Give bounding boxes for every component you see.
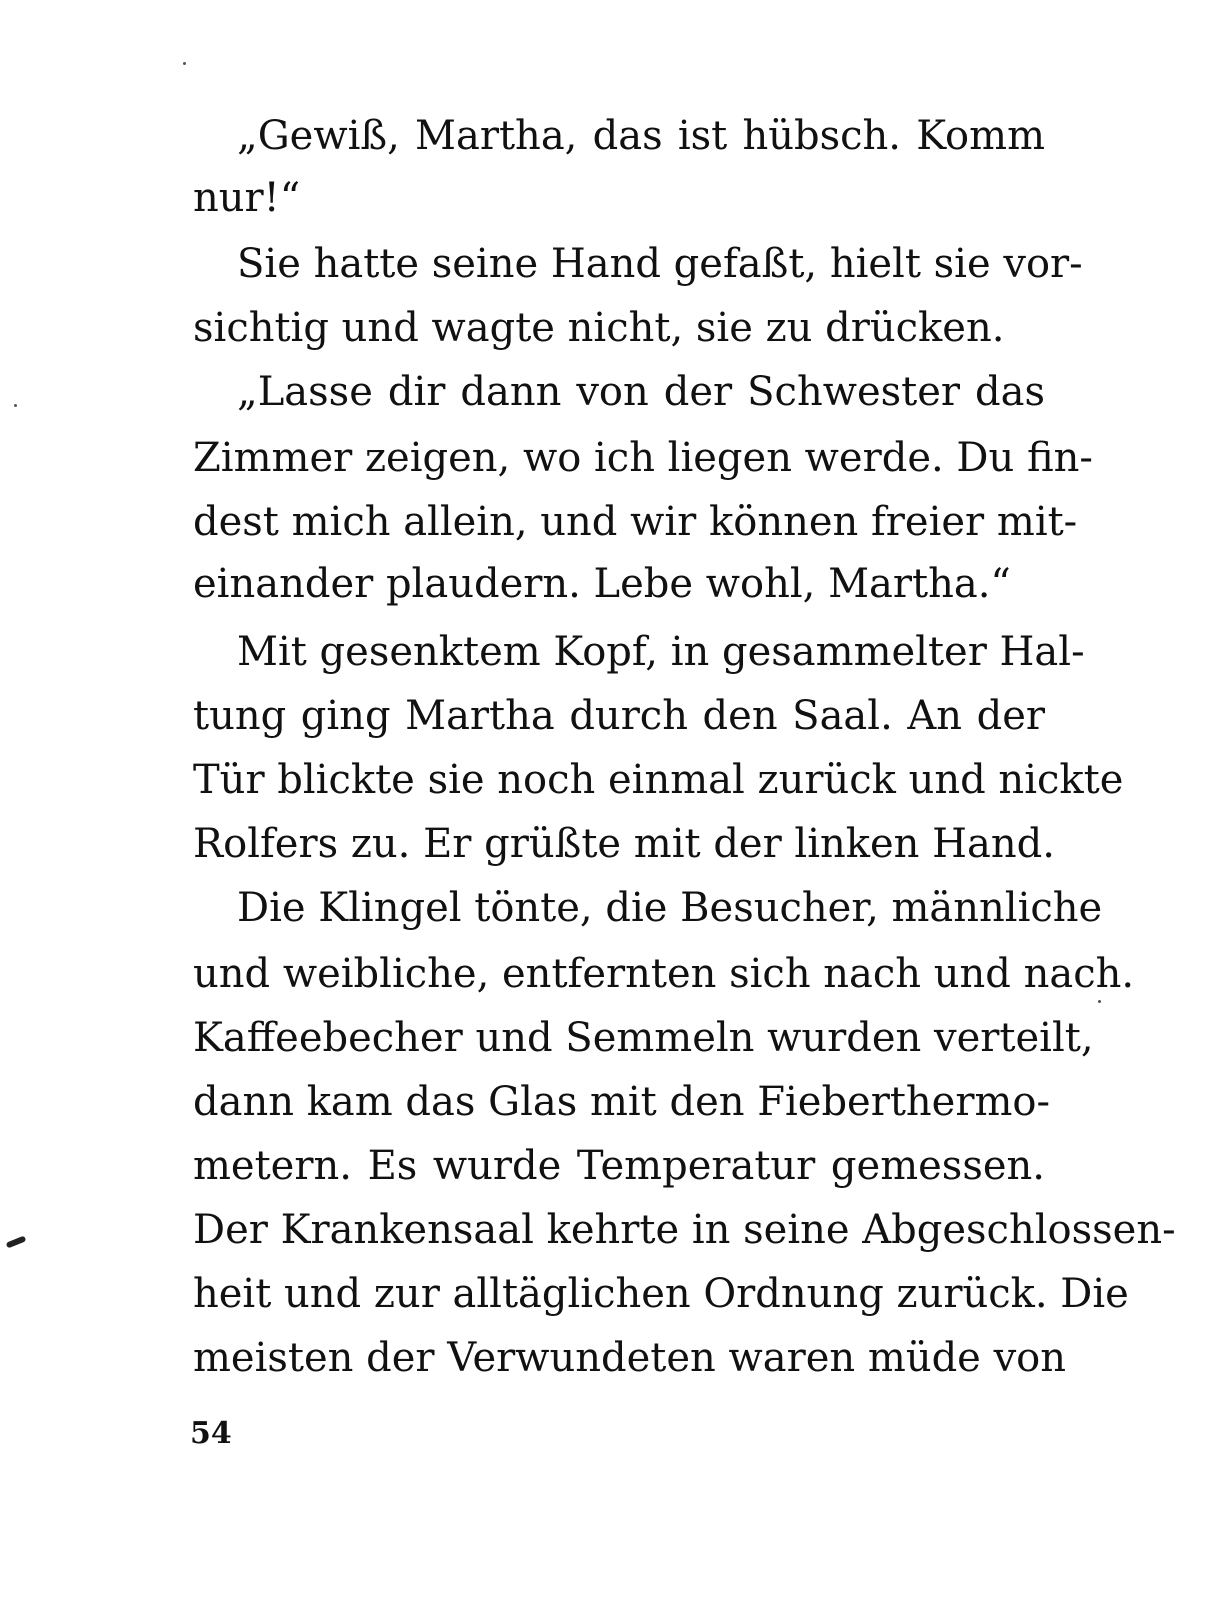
text-line: dest mich allein, und wir können freier mit- <box>193 499 1078 545</box>
text-line: dann kam das Glas mit den Fieberthermo- <box>193 1079 1050 1125</box>
text-line: meisten der Verwundeten waren müde von <box>193 1335 1067 1381</box>
text-line: nur!“ <box>193 175 301 221</box>
text-line: Rolfers zu. Er grüßte mit der linken Hand. <box>193 821 1055 867</box>
text-line: Tür blickte sie noch einmal zurück und nickte <box>193 757 1124 803</box>
text-line: metern. Es wurde Temperatur gemessen. <box>193 1143 1045 1189</box>
text-line: heit und zur alltäglichen Ordnung zurück. Die <box>193 1271 1129 1317</box>
text-line: Die Klingel tönte, die Besucher, männliche <box>237 885 1103 931</box>
text-line: sichtig und wagte nicht, sie zu drücken. <box>193 305 1005 351</box>
scan-speck <box>183 62 186 65</box>
text-line: „Gewiß, Martha, das ist hübsch. Komm <box>237 113 1045 159</box>
text-line: einander plaudern. Lebe wohl, Martha.“ <box>193 561 1011 607</box>
text-line: Sie hatte seine Hand gefaßt, hielt sie vor- <box>237 241 1083 287</box>
text-line: Kaffeebecher und Semmeln wurden verteilt, <box>193 1015 1094 1061</box>
scan-speck <box>6 1235 27 1248</box>
text-line: Der Krankensaal kehrte in seine Abgeschlossen- <box>193 1207 1176 1253</box>
scan-speck <box>1098 1000 1101 1003</box>
text-line: tung ging Martha durch den Saal. An der <box>193 693 1045 739</box>
text-line: Zimmer zeigen, wo ich liegen werde. Du fin- <box>193 435 1093 481</box>
scan-speck <box>14 404 17 407</box>
text-line: Mit gesenktem Kopf, in gesammelter Hal- <box>237 629 1085 675</box>
text-line: „Lasse dir dann von der Schwester das <box>237 369 1045 415</box>
text-line: und weibliche, entfernten sich nach und nach. <box>193 951 1135 997</box>
page-number: 54 <box>190 1416 232 1451</box>
